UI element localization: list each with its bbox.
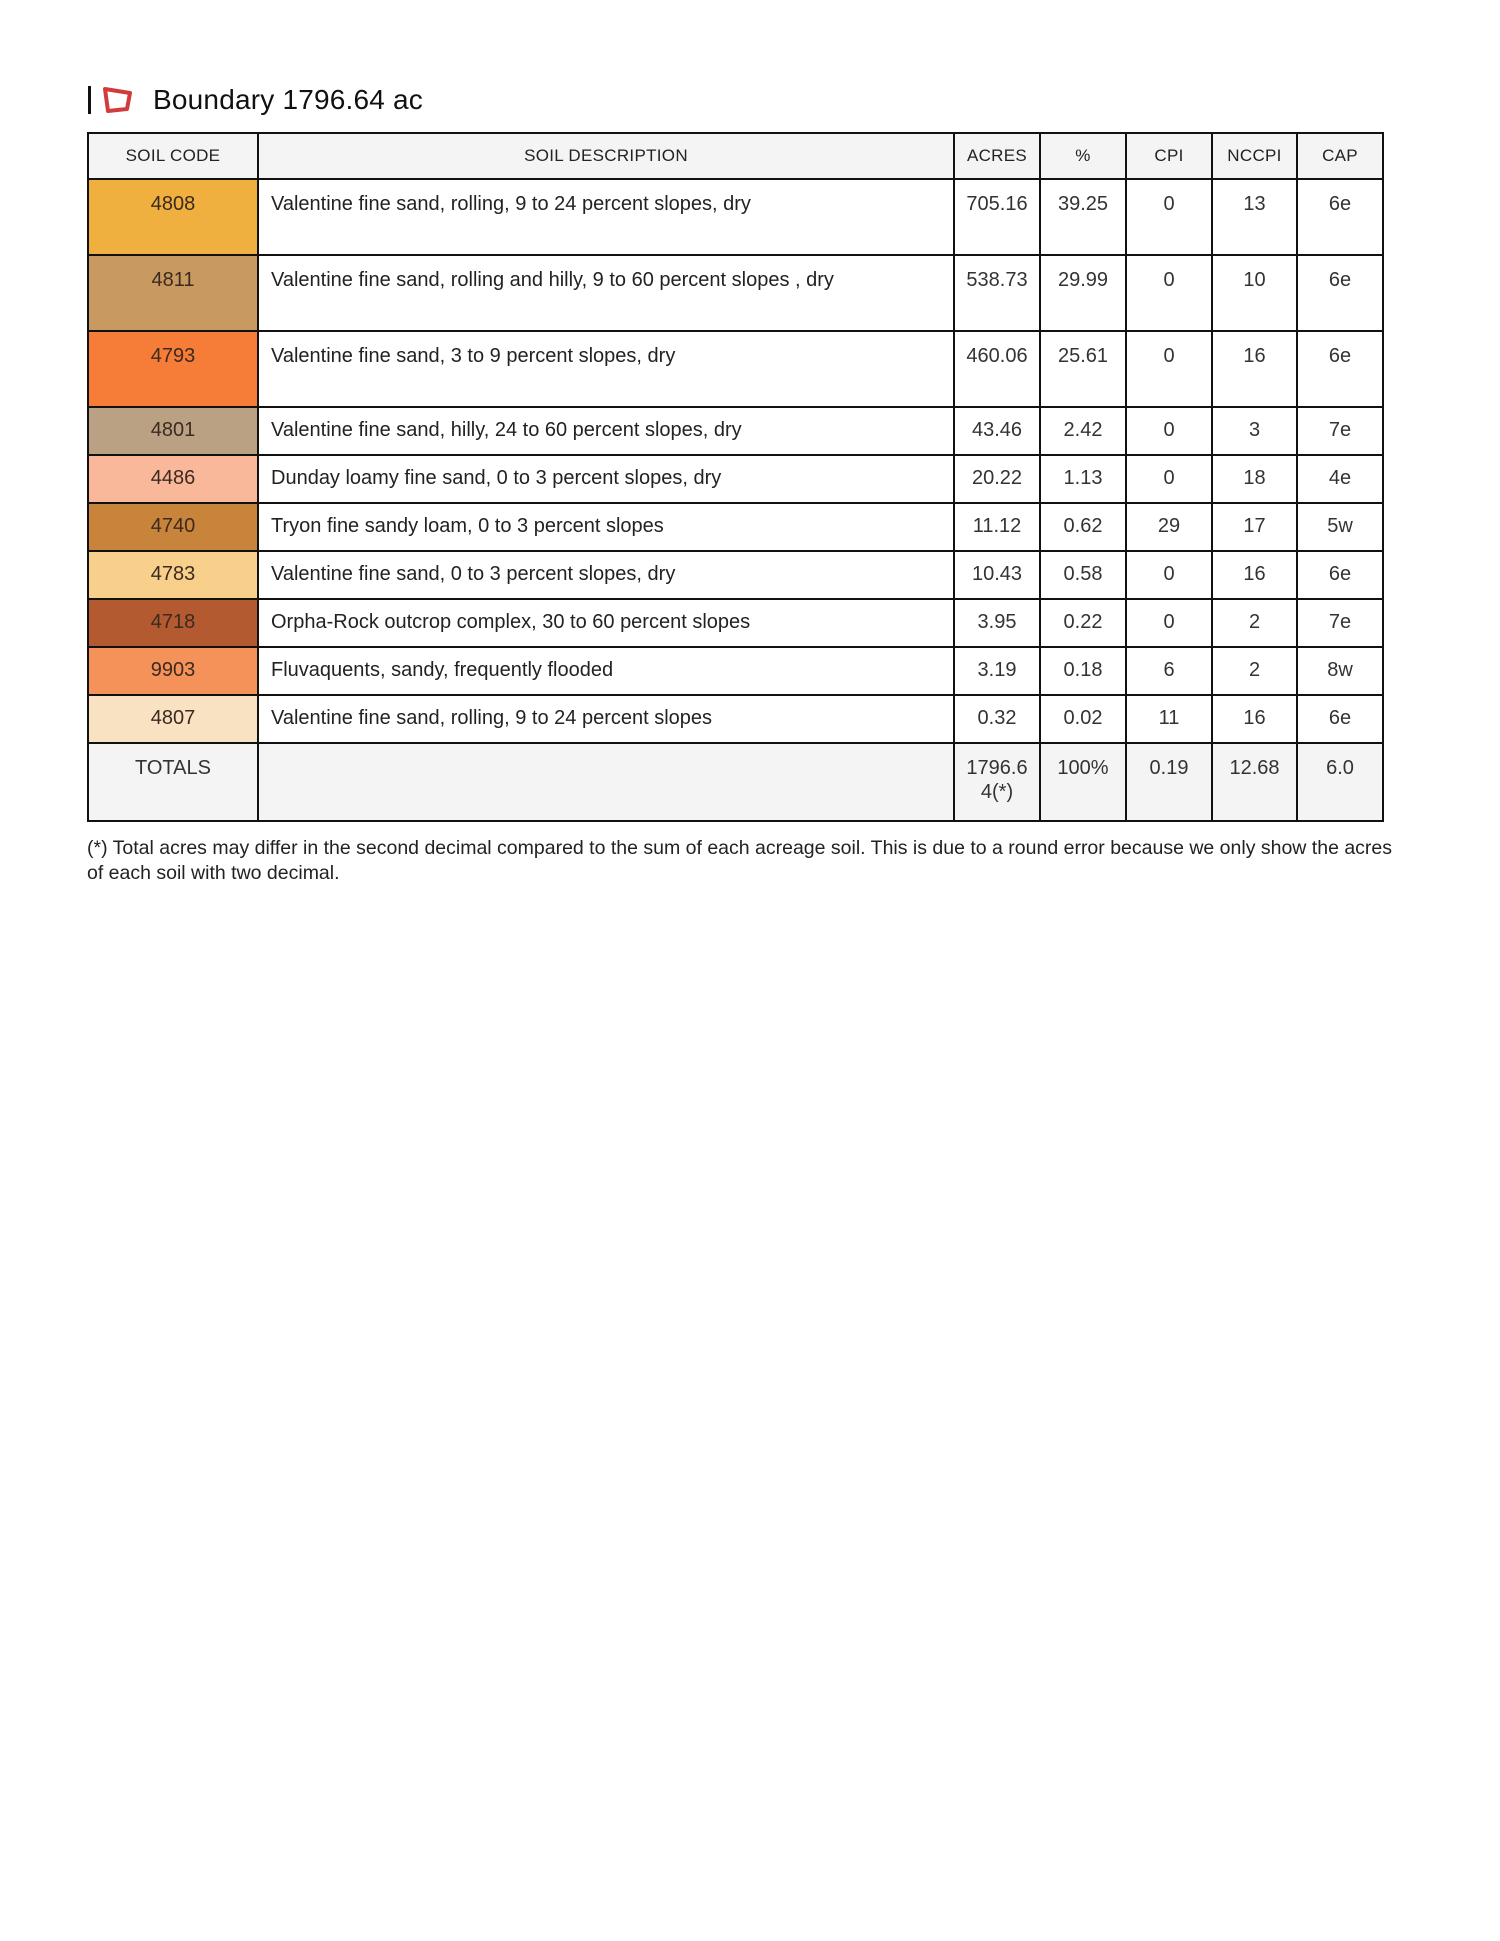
totals-cpi-cell: 0.19 bbox=[1126, 743, 1212, 821]
percent-cell: 2.42 bbox=[1040, 407, 1126, 455]
acres-cell: 43.46 bbox=[954, 407, 1040, 455]
cap-cell: 6e bbox=[1297, 551, 1383, 599]
totals-percent-cell: 100% bbox=[1040, 743, 1126, 821]
boundary-polygon-icon bbox=[101, 85, 135, 115]
cpi-cell: 11 bbox=[1126, 695, 1212, 743]
cap-cell: 6e bbox=[1297, 331, 1383, 407]
soil-code-cell: 4801 bbox=[88, 407, 258, 455]
soil-description-cell: Tryon fine sandy loam, 0 to 3 percent slopes bbox=[258, 503, 954, 551]
report-header bbox=[88, 80, 423, 120]
table-row bbox=[88, 179, 1383, 255]
cap-cell: 8w bbox=[1297, 647, 1383, 695]
acres-cell: 3.19 bbox=[954, 647, 1040, 695]
table-row bbox=[88, 695, 1383, 743]
cap-cell: 6e bbox=[1297, 179, 1383, 255]
totals-description-cell bbox=[258, 743, 954, 821]
soil-code-cell: 4808 bbox=[88, 179, 258, 255]
acres-cell: 20.22 bbox=[954, 455, 1040, 503]
percent-cell: 0.62 bbox=[1040, 503, 1126, 551]
table-row bbox=[88, 503, 1383, 551]
nccpi-cell: 3 bbox=[1212, 407, 1297, 455]
col-header-acres: ACRES bbox=[954, 133, 1040, 179]
cap-cell: 7e bbox=[1297, 599, 1383, 647]
cpi-cell: 6 bbox=[1126, 647, 1212, 695]
footnote: (*) Total acres may differ in the second decimal compared to the sum of each acreage soil. This is due to a round error because we only show the acres of each soil with two decimal. bbox=[87, 837, 1393, 884]
cpi-cell: 0 bbox=[1126, 331, 1212, 407]
nccpi-cell: 2 bbox=[1212, 599, 1297, 647]
cap-cell: 6e bbox=[1297, 255, 1383, 331]
col-header-percent: % bbox=[1040, 133, 1126, 179]
soil-code-cell: 4718 bbox=[88, 599, 258, 647]
soil-code-cell: 4783 bbox=[88, 551, 258, 599]
table-row bbox=[88, 551, 1383, 599]
cpi-cell: 0 bbox=[1126, 599, 1212, 647]
percent-cell: 0.18 bbox=[1040, 647, 1126, 695]
percent-cell: 0.22 bbox=[1040, 599, 1126, 647]
cap-cell: 7e bbox=[1297, 407, 1383, 455]
col-header-soil-description: SOIL DESCRIPTION bbox=[258, 133, 954, 179]
page-title: Boundary 1796.64 ac bbox=[153, 84, 424, 115]
nccpi-cell: 13 bbox=[1212, 179, 1297, 255]
acres-cell: 11.12 bbox=[954, 503, 1040, 551]
cap-cell: 6e bbox=[1297, 695, 1383, 743]
soil-code-cell: 4740 bbox=[88, 503, 258, 551]
soil-description-cell: Valentine fine sand, rolling, 9 to 24 percent slopes, dry bbox=[258, 179, 954, 255]
soil-description-cell: Valentine fine sand, 3 to 9 percent slopes, dry bbox=[258, 331, 954, 407]
totals-cap-cell: 6.0 bbox=[1297, 743, 1383, 821]
table-row bbox=[88, 647, 1383, 695]
percent-cell: 39.25 bbox=[1040, 179, 1126, 255]
soil-code-cell: 4811 bbox=[88, 255, 258, 331]
cpi-cell: 29 bbox=[1126, 503, 1212, 551]
percent-cell: 0.58 bbox=[1040, 551, 1126, 599]
soil-table bbox=[87, 132, 1384, 822]
col-header-nccpi: NCCPI bbox=[1212, 133, 1297, 179]
table-header-row bbox=[88, 133, 1383, 179]
nccpi-cell: 10 bbox=[1212, 255, 1297, 331]
acres-cell: 705.16 bbox=[954, 179, 1040, 255]
cpi-cell: 0 bbox=[1126, 551, 1212, 599]
nccpi-cell: 2 bbox=[1212, 647, 1297, 695]
cap-cell: 5w bbox=[1297, 503, 1383, 551]
soil-description-cell: Valentine fine sand, rolling and hilly, 9 to 60 percent slopes , dry bbox=[258, 255, 954, 331]
nccpi-cell: 16 bbox=[1212, 331, 1297, 407]
header-divider bbox=[88, 86, 91, 114]
soil-description-cell: Valentine fine sand, rolling, 9 to 24 percent slopes bbox=[258, 695, 954, 743]
acres-cell: 3.95 bbox=[954, 599, 1040, 647]
soil-code-cell: 4793 bbox=[88, 331, 258, 407]
nccpi-cell: 18 bbox=[1212, 455, 1297, 503]
totals-acres-cell: 1796.64(*) bbox=[954, 743, 1040, 821]
acres-cell: 538.73 bbox=[954, 255, 1040, 331]
cpi-cell: 0 bbox=[1126, 179, 1212, 255]
col-header-cpi: CPI bbox=[1126, 133, 1212, 179]
cpi-cell: 0 bbox=[1126, 407, 1212, 455]
percent-cell: 0.02 bbox=[1040, 695, 1126, 743]
nccpi-cell: 16 bbox=[1212, 695, 1297, 743]
soil-code-cell: 4486 bbox=[88, 455, 258, 503]
soil-description-cell: Fluvaquents, sandy, frequently flooded bbox=[258, 647, 954, 695]
nccpi-cell: 17 bbox=[1212, 503, 1297, 551]
cap-cell: 4e bbox=[1297, 455, 1383, 503]
soil-description-cell: Dunday loamy fine sand, 0 to 3 percent slopes, dry bbox=[258, 455, 954, 503]
totals-label: TOTALS bbox=[88, 743, 258, 821]
table-row bbox=[88, 407, 1383, 455]
col-header-soil-code: SOIL CODE bbox=[88, 133, 258, 179]
soil-code-cell: 4807 bbox=[88, 695, 258, 743]
soil-description-cell: Valentine fine sand, hilly, 24 to 60 percent slopes, dry bbox=[258, 407, 954, 455]
table-row bbox=[88, 331, 1383, 407]
soil-description-cell: Orpha-Rock outcrop complex, 30 to 60 percent slopes bbox=[258, 599, 954, 647]
acres-cell: 460.06 bbox=[954, 331, 1040, 407]
table-row bbox=[88, 255, 1383, 331]
totals-row bbox=[88, 743, 1383, 821]
cpi-cell: 0 bbox=[1126, 255, 1212, 331]
percent-cell: 1.13 bbox=[1040, 455, 1126, 503]
acres-cell: 10.43 bbox=[954, 551, 1040, 599]
nccpi-cell: 16 bbox=[1212, 551, 1297, 599]
percent-cell: 25.61 bbox=[1040, 331, 1126, 407]
soil-code-cell: 9903 bbox=[88, 647, 258, 695]
soil-description-cell: Valentine fine sand, 0 to 3 percent slopes, dry bbox=[258, 551, 954, 599]
totals-nccpi-cell: 12.68 bbox=[1212, 743, 1297, 821]
table-row bbox=[88, 455, 1383, 503]
cpi-cell: 0 bbox=[1126, 455, 1212, 503]
percent-cell: 29.99 bbox=[1040, 255, 1126, 331]
col-header-cap: CAP bbox=[1297, 133, 1383, 179]
table-row bbox=[88, 599, 1383, 647]
acres-cell: 0.32 bbox=[954, 695, 1040, 743]
